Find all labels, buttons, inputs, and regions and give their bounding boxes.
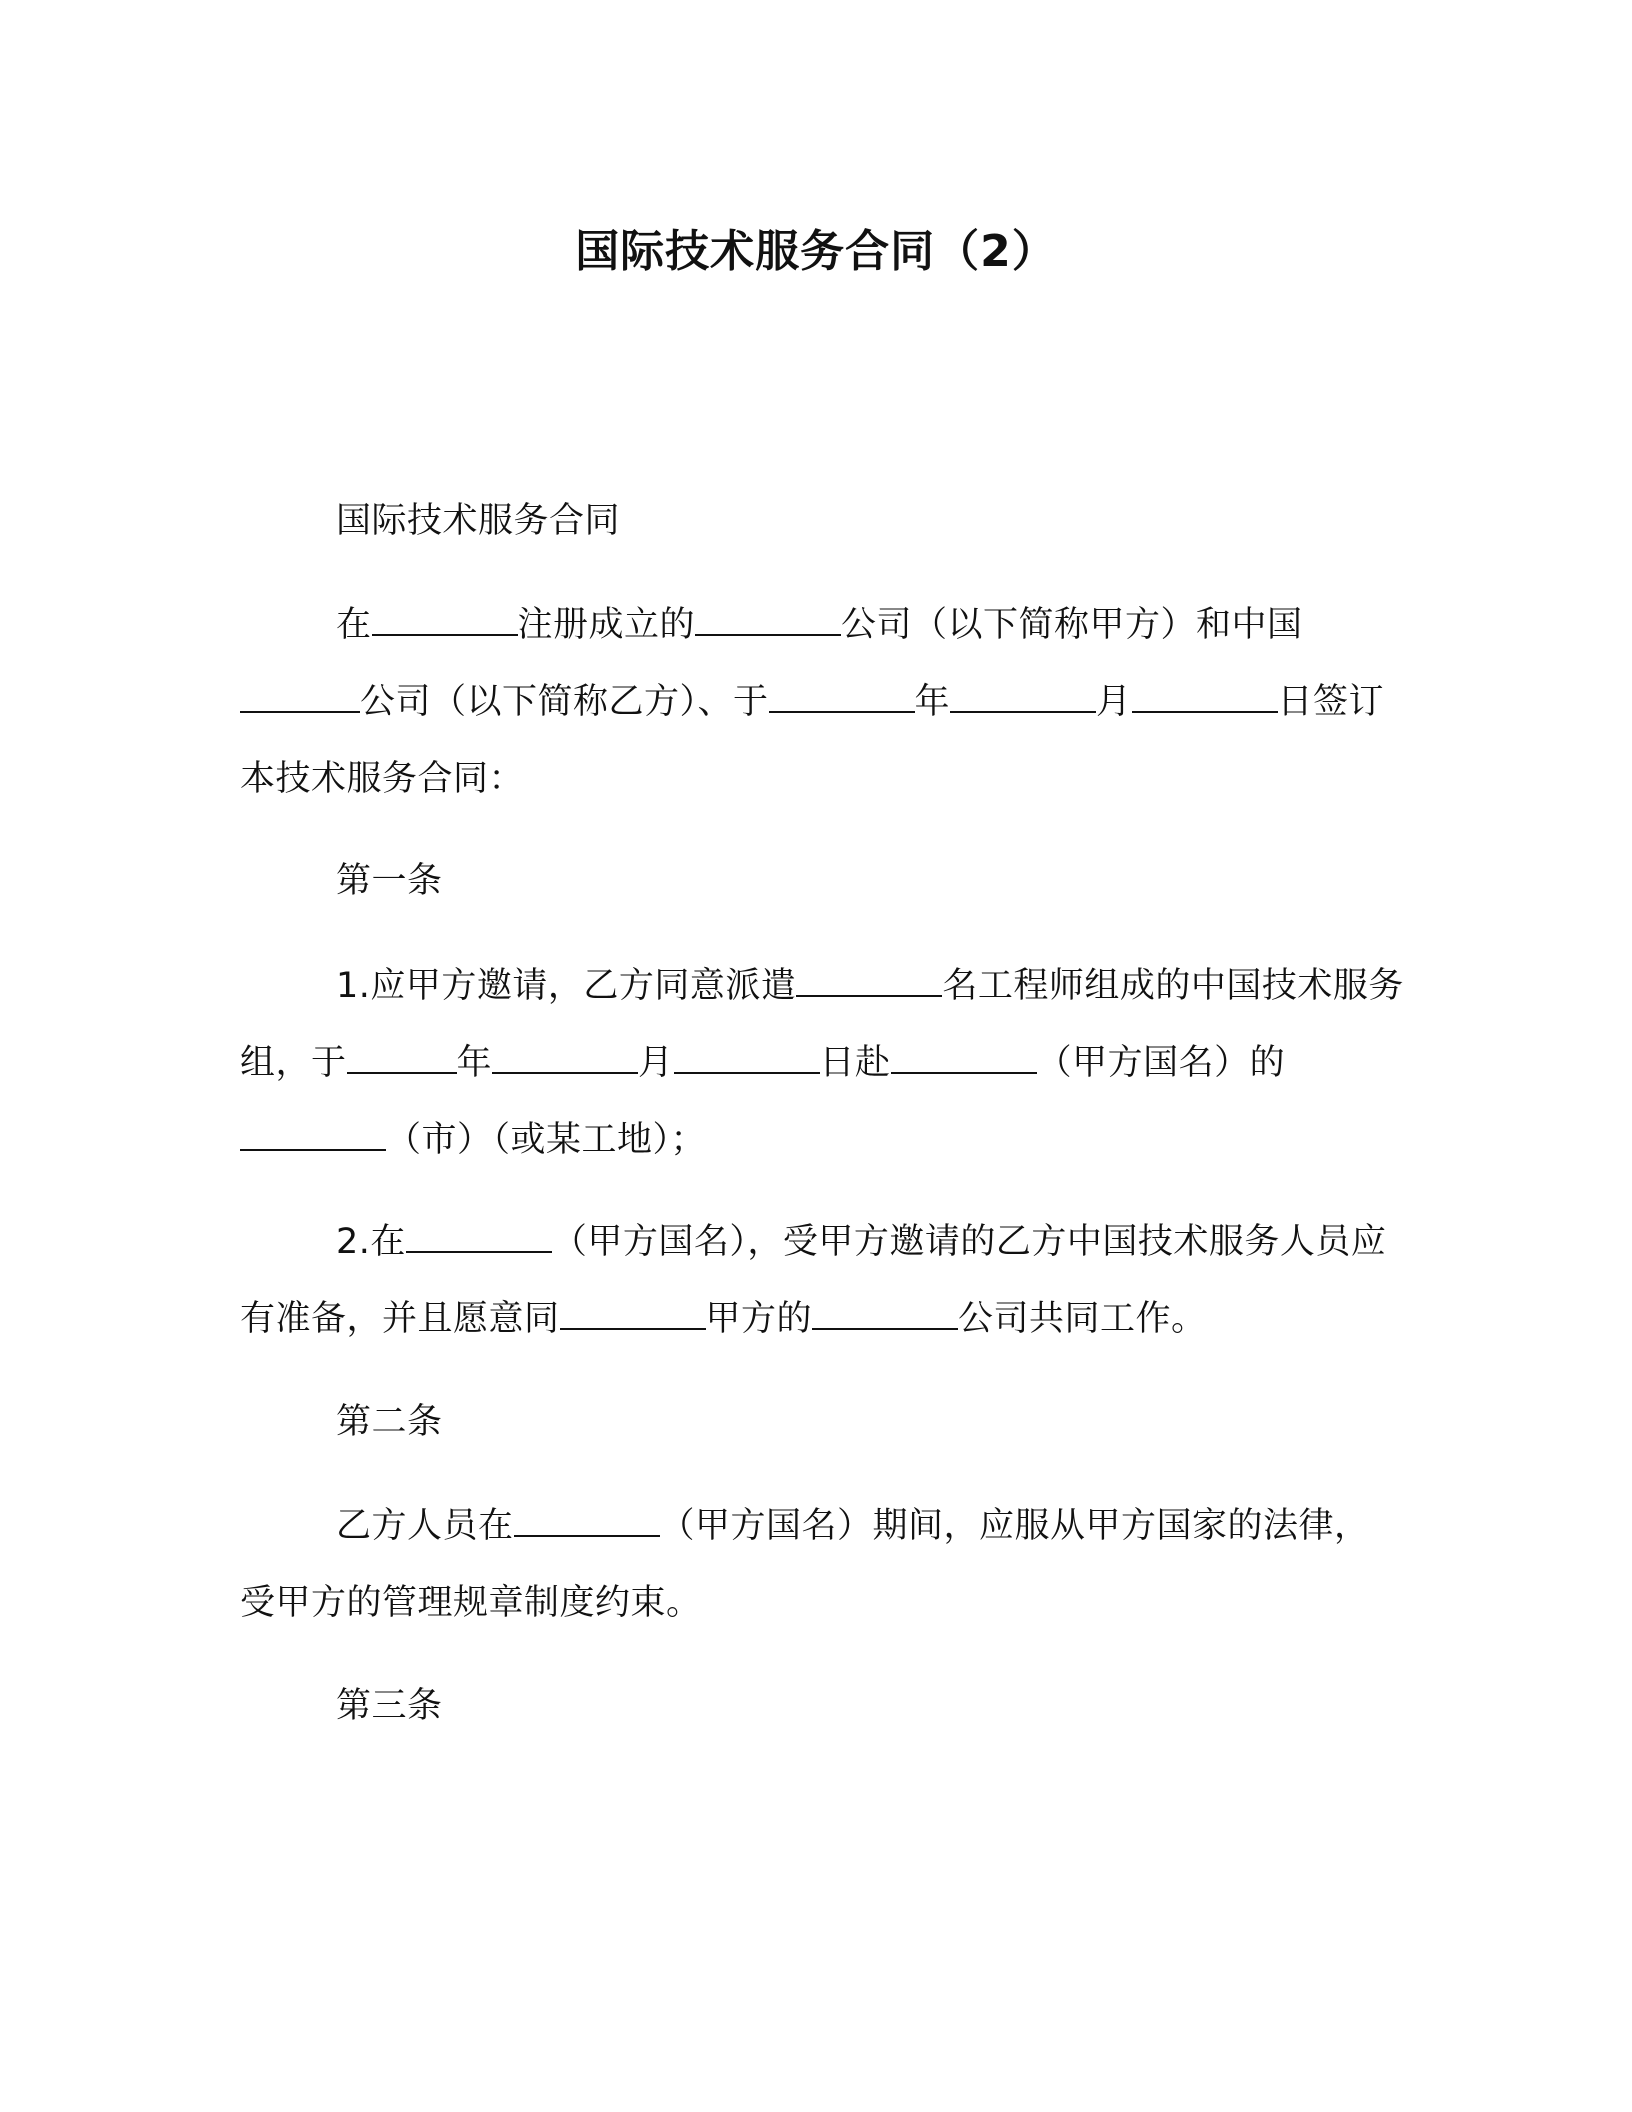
article-2-body bbox=[240, 1488, 1405, 1642]
blank-party-b-company bbox=[240, 683, 360, 713]
art1-item1-text-5: 日赴 bbox=[819, 1043, 891, 1083]
art1-item2-text-2: （甲方国名），受甲方邀请的乙方中国技术服务人员应有准备，并且愿意同 bbox=[240, 1222, 1387, 1339]
blank-destination-city bbox=[240, 1121, 386, 1151]
blank-cooperation bbox=[560, 1300, 706, 1330]
blank-destination-country bbox=[891, 1044, 1037, 1074]
intro-text-7: 日签订本技术服务合同： bbox=[240, 682, 1385, 799]
art1-item2-text-4: 公司共同工作。 bbox=[958, 1299, 1207, 1339]
intro-paragraph bbox=[240, 587, 1405, 818]
intro-text-1: 在 bbox=[336, 605, 372, 645]
blank-country-name bbox=[406, 1223, 552, 1253]
article-3-heading: 第三条 bbox=[336, 1686, 443, 1726]
art1-item1-text-2: 名工程师组成的中国技术服务组，于 bbox=[240, 966, 1404, 1083]
art1-item1-text-7: （市）（或某工地）； bbox=[386, 1120, 707, 1160]
blank-sign-day bbox=[1132, 683, 1278, 713]
blank-sign-month bbox=[950, 683, 1096, 713]
art2-text-1: 乙方人员在 bbox=[336, 1506, 514, 1546]
article-2-heading: 第二条 bbox=[336, 1402, 443, 1442]
art1-item1-text-1: 1.应甲方邀请，乙方同意派遣 bbox=[336, 966, 797, 1006]
art2-text-2: （甲方国名）期间，应服从甲方国家的法律，受甲方的管理规章制度约束。 bbox=[240, 1506, 1370, 1623]
art1-item1-text-6: （甲方国名）的 bbox=[1036, 1043, 1286, 1083]
art1-item1-text-4: 月 bbox=[638, 1043, 674, 1083]
blank-engineer-count bbox=[796, 967, 942, 997]
art1-item1-text-3: 年 bbox=[456, 1043, 493, 1083]
intro-text-4: 公司（以下简称乙方）、于 bbox=[360, 682, 769, 722]
article-1-item-2 bbox=[240, 1204, 1405, 1358]
contract-subtitle: 国际技术服务合同 bbox=[336, 501, 621, 541]
blank-depart-year bbox=[347, 1044, 457, 1074]
art1-item2-text-3: 甲方的 bbox=[705, 1299, 813, 1339]
article-1-item-1 bbox=[240, 948, 1405, 1179]
intro-text-2: 注册成立的 bbox=[517, 605, 696, 645]
intro-text-3: 公司（以下简称甲方）和中国 bbox=[841, 605, 1303, 645]
blank-depart-month bbox=[492, 1044, 638, 1074]
blank-sign-year bbox=[769, 683, 915, 713]
blank-registration-place bbox=[372, 606, 518, 636]
blank-depart-day bbox=[674, 1044, 820, 1074]
document-title: 国际技术服务合同（2） bbox=[575, 226, 1057, 277]
intro-text-6: 月 bbox=[1096, 682, 1132, 722]
blank-party-a-company bbox=[695, 606, 841, 636]
art1-item2-text-1: 2.在 bbox=[336, 1222, 406, 1262]
article-1-heading: 第一条 bbox=[336, 861, 443, 901]
intro-text-5: 年 bbox=[914, 682, 951, 722]
blank-stay-country bbox=[514, 1507, 660, 1537]
blank-partner-company bbox=[812, 1300, 958, 1330]
